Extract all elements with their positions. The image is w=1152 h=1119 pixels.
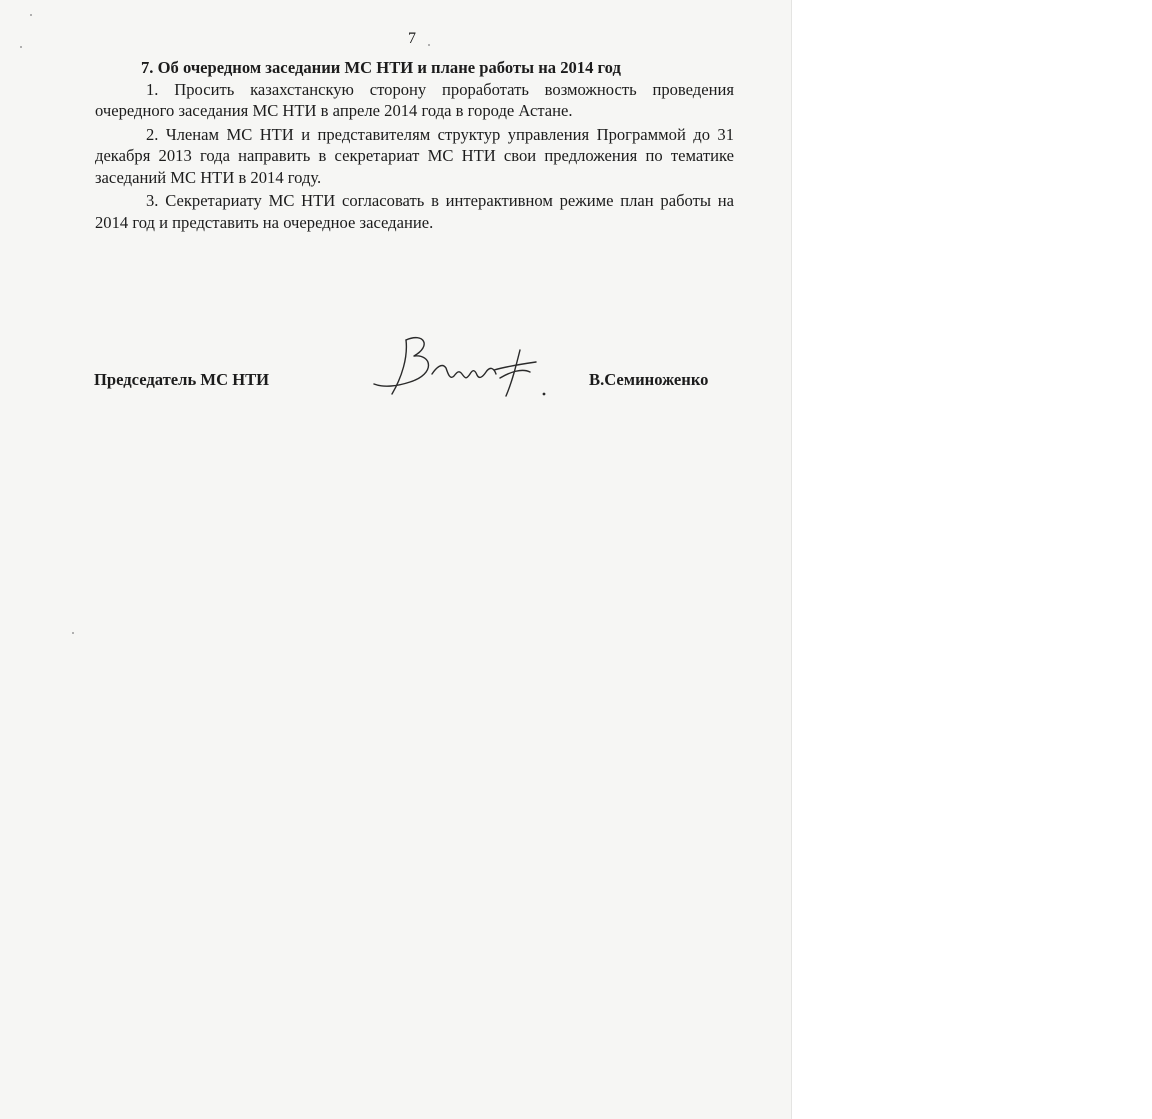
paragraph-3: 3. Секретариату МС НТИ согласовать в интерактивном режиме план работы на 2014 год и представить на очередное заседание. [95,191,734,232]
signatory-name: В.Семиноженко [589,370,709,389]
paragraph-1: 1. Просить казахстанскую сторону проработать возможность проведения очередного заседания МС НТИ в апреле 2014 года в городе Астане. [95,79,734,120]
scan-speck [72,632,74,634]
page-number: 7 [408,30,416,47]
scan-speck [30,14,32,16]
paragraph-2: 2. Членам МС НТИ и представителям структур управления Программой до 31 декабря 2013 года направить в секретариат МС НТИ свои предложения по тематике заседаний МС НТИ в 2014 году. [95,124,734,187]
document-body [95,57,734,235]
scan-speck [20,46,22,48]
scan-speck [428,44,430,46]
section-heading: 7. Об очередном заседании МС НТИ и плане работы на 2014 год [141,58,621,77]
signatory-title: Председатель МС НТИ [94,370,270,389]
handwritten-signature [362,322,562,412]
